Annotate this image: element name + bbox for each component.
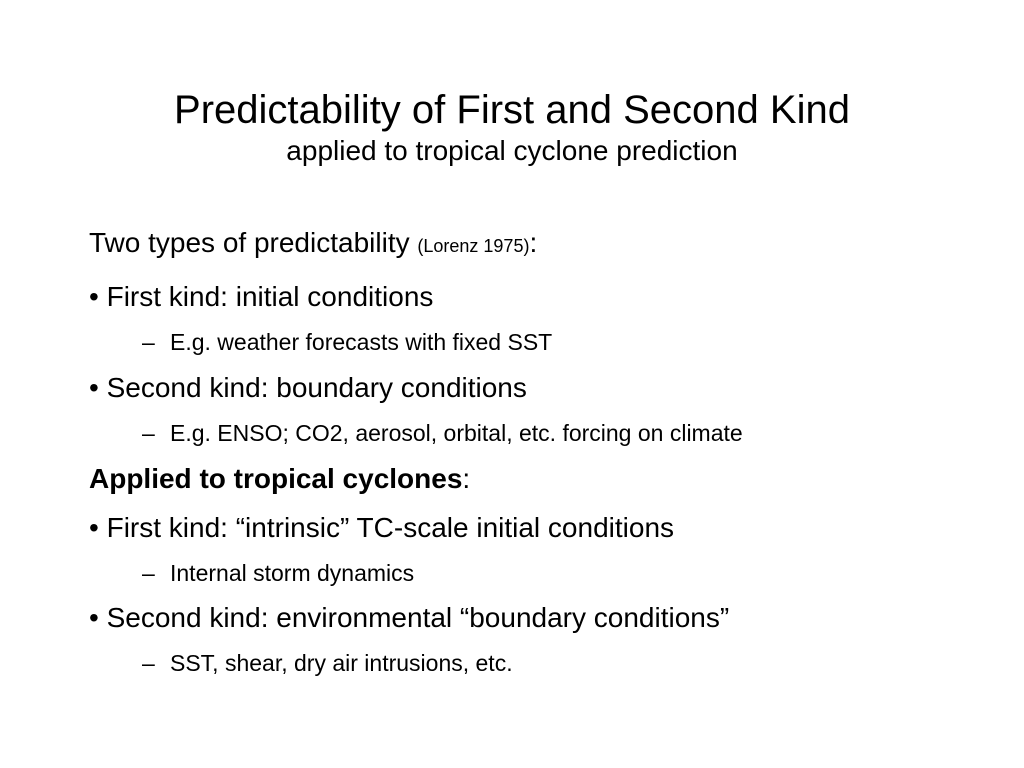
bullet-text: First kind: “intrinsic” TC-scale initial conditions	[98, 512, 675, 543]
sub-item-text: E.g. weather forecasts with fixed SST	[170, 329, 553, 355]
bullet-first-kind-general	[89, 280, 433, 314]
slide-title: Predictability of First and Second Kind	[174, 88, 850, 132]
bullet-icon: •	[89, 512, 99, 543]
intro-line	[89, 226, 537, 263]
sub-item-internal-dynamics	[142, 559, 414, 587]
applied-heading-suffix: :	[462, 463, 471, 494]
sub-item-fixed-sst	[142, 328, 552, 356]
intro-citation: (Lorenz 1975)	[417, 236, 530, 256]
dash-icon: –	[142, 420, 155, 446]
bullet-icon: •	[89, 372, 99, 403]
applied-heading-line	[89, 462, 470, 496]
bullet-icon: •	[89, 602, 99, 633]
bullet-text: Second kind: environmental “boundary conditions”	[98, 602, 730, 633]
bullet-text: Second kind: boundary conditions	[98, 372, 527, 403]
intro-suffix: :	[529, 227, 538, 258]
dash-icon: –	[142, 560, 155, 586]
sub-item-enso	[142, 419, 743, 447]
bullet-icon: •	[89, 281, 99, 312]
sub-item-text: Internal storm dynamics	[170, 560, 415, 586]
bullet-second-kind-general	[89, 371, 527, 405]
bullet-second-kind-tc	[89, 601, 729, 635]
title-block	[0, 86, 1024, 168]
intro-text: Two types of predictability	[89, 227, 418, 258]
slide-subtitle: applied to tropical cyclone prediction	[286, 135, 738, 166]
dash-icon: –	[142, 650, 155, 676]
bullet-first-kind-tc	[89, 511, 674, 545]
sub-item-text: E.g. ENSO; CO2, aerosol, orbital, etc. forcing on climate	[170, 420, 743, 446]
bullet-text: First kind: initial conditions	[98, 281, 434, 312]
dash-icon: –	[142, 329, 155, 355]
applied-heading: Applied to tropical cyclones	[89, 463, 463, 494]
sub-item-text: SST, shear, dry air intrusions, etc.	[170, 650, 513, 676]
sub-item-environment	[142, 649, 513, 677]
